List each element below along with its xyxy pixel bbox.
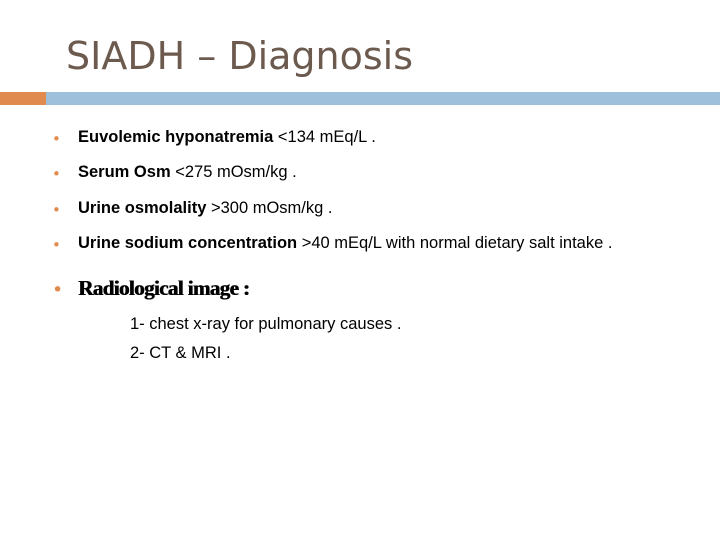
list-item-text	[78, 126, 376, 148]
sub-list-item: 2- CT & MRI .	[130, 343, 231, 362]
title-divider	[0, 92, 720, 105]
list-item-term: Euvolemic hyponatremia	[78, 128, 274, 146]
list-item-value: >40 mEq/L with normal dietary salt intake .	[297, 233, 613, 252]
section-heading: Radiological image :	[78, 276, 250, 301]
list-item-text	[78, 161, 297, 183]
list-item-term: Urine sodium concentration	[78, 233, 298, 252]
list-item-value: <134 mEq/L .	[273, 128, 376, 146]
list-item	[52, 197, 692, 219]
bullet-icon: •	[52, 130, 61, 148]
slide-content	[52, 126, 692, 364]
list-item-term: Urine osmolality	[78, 198, 207, 217]
page-title: SIADH – Diagnosis	[66, 34, 414, 78]
bullet-icon: •	[52, 200, 61, 219]
list-item-text	[78, 232, 612, 254]
list-item-value: >300 mOsm/kg .	[206, 198, 333, 217]
list-item	[52, 126, 692, 148]
bullet-icon: •	[52, 165, 61, 184]
list-item-value: <275 mOsm/kg .	[170, 163, 297, 182]
divider-accent-orange	[0, 92, 46, 105]
list-item	[52, 232, 692, 254]
list-item-text	[78, 197, 332, 219]
divider-accent-blue	[46, 92, 720, 105]
bullet-icon: •	[52, 279, 64, 302]
sub-list-item: 1- chest x-ray for pulmonary causes .	[130, 315, 402, 334]
section-heading-row	[52, 276, 692, 301]
list-item	[52, 161, 692, 183]
bullet-icon: •	[52, 235, 61, 254]
list-item-term: Serum Osm	[78, 163, 171, 182]
